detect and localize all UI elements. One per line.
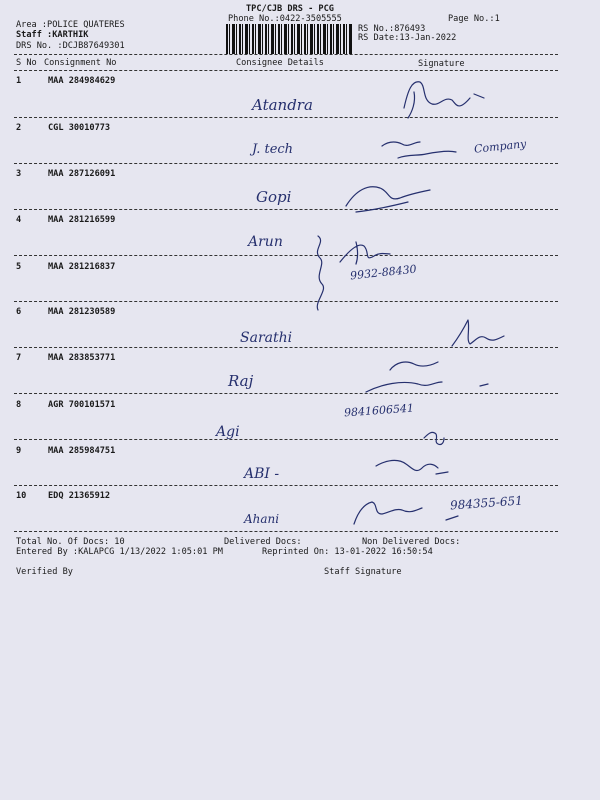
reprinted-on: Reprinted On: 13-01-2022 16:50:54 (262, 547, 433, 557)
signature-mark (376, 460, 448, 474)
row-sno: 7 (16, 353, 22, 363)
signature-mark (408, 92, 415, 118)
rs-date: RS Date:13-Jan-2022 (358, 33, 457, 43)
rs-number: RS No.:876493 (358, 24, 426, 34)
divider (14, 54, 558, 55)
column-consignee: Consignee Details (236, 58, 324, 68)
row-sno: 6 (16, 307, 22, 317)
barcode (226, 24, 352, 54)
row-consignment: EDQ 21365912 (48, 491, 111, 501)
handwritten-consignee: Gopi (256, 188, 292, 206)
row-divider (14, 531, 558, 532)
area-label: Area :POLICE QUATERES (16, 20, 125, 30)
handwritten-phone: 9841606541 (343, 401, 415, 420)
handwritten-consignee: ABI - (244, 466, 280, 482)
row-sno: 3 (16, 169, 22, 179)
handwritten-note: Company (473, 137, 527, 156)
column-sno: S No (16, 58, 37, 68)
divider (14, 70, 558, 71)
row-divider (14, 163, 558, 164)
column-signature: Signature (418, 59, 465, 69)
non-delivered-docs: Non Delivered Docs: (362, 537, 461, 547)
signature-mark (452, 320, 504, 346)
total-docs: Total No. Of Docs: 10 (16, 537, 125, 547)
row-consignment: AGR 700101571 (48, 400, 116, 410)
row-sno: 2 (16, 123, 22, 133)
drs-number: DRS No. :DCJB87649301 (16, 41, 125, 51)
handwritten-phone: 984355-651 (449, 493, 524, 513)
row-consignment: MAA 287126091 (48, 169, 116, 179)
row-consignment: MAA 281230589 (48, 307, 116, 317)
row-consignment: MAA 284984629 (48, 76, 116, 86)
handwritten-consignee: J. tech (252, 142, 294, 157)
signature-mark (382, 142, 456, 158)
row-consignment: MAA 285984751 (48, 446, 116, 456)
handwritten-consignee: Sarathi (240, 330, 293, 346)
row-sno: 1 (16, 76, 22, 86)
handwritten-consignee: Arun (248, 234, 283, 250)
row-divider (14, 301, 558, 302)
row-divider (14, 117, 558, 118)
row-divider (14, 393, 558, 394)
column-consignment: Consignment No (44, 58, 117, 68)
row-divider (14, 485, 558, 486)
signature-mark (366, 362, 488, 392)
row-divider (14, 209, 558, 210)
staff-label: Staff :KARTHIK (16, 30, 89, 40)
row-sno: 4 (16, 215, 22, 225)
row-sno: 5 (16, 262, 22, 272)
staff-signature: Staff Signature (324, 567, 402, 577)
phone-number: Phone No.:0422-3505555 (228, 14, 342, 24)
row-sno: 10 (16, 491, 27, 501)
row-sno: 8 (16, 400, 22, 410)
row-consignment: MAA 281216837 (48, 262, 116, 272)
handwritten-consignee: Agi (216, 424, 240, 440)
verified-by: Verified By (16, 567, 73, 577)
row-divider (14, 255, 558, 256)
handwritten-consignee: Raj (228, 372, 254, 390)
signature-mark (404, 82, 484, 108)
row-consignment: MAA 283853771 (48, 353, 116, 363)
page-number: Page No.:1 (448, 14, 500, 24)
row-sno: 9 (16, 446, 22, 456)
handwritten-consignee: Atandra (252, 96, 313, 114)
entered-by: Entered By :KALAPCG 1/13/2022 1:05:01 PM (16, 547, 223, 557)
row-consignment: CGL 30010773 (48, 123, 111, 133)
handwritten-phone: 9932-88430 (349, 262, 418, 283)
signature-mark (354, 502, 458, 524)
row-divider (14, 347, 558, 348)
row-consignment: MAA 281216599 (48, 215, 116, 225)
delivered-docs: Delivered Docs: (224, 537, 302, 547)
handwritten-consignee: Ahani (244, 512, 280, 526)
row-divider (14, 439, 558, 440)
document-title: TPC/CJB DRS - PCG (246, 4, 334, 14)
